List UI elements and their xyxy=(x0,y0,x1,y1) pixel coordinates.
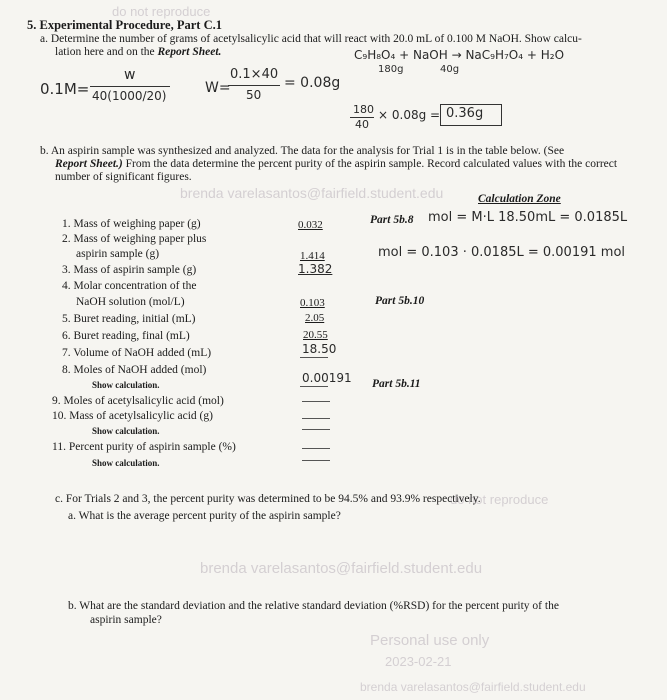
hand-eq2-left: W= xyxy=(205,80,231,96)
part-c-line1: c. For Trials 2 and 3, the percent purity was determined to be 94.5% and 93.9% respectively. xyxy=(55,493,481,505)
part-ref-5b11: Part 5b.11 xyxy=(372,378,421,390)
item-6-label: 6. Buret reading, final (mL) xyxy=(62,330,190,342)
item-4-label-cont: NaOH solution (mol/L) xyxy=(76,296,185,308)
item-10-label: 10. Mass of acetylsalicylic acid (g) xyxy=(52,410,213,422)
item-11-blank-2 xyxy=(302,460,330,461)
item-8-value: 0.00191 xyxy=(302,371,352,385)
hand-eq3-mid: × 0.08g = xyxy=(378,108,441,122)
item-9-blank xyxy=(302,401,330,402)
hand-eq1-num: w xyxy=(124,67,136,83)
hand-mw-aspirin: 180g xyxy=(378,64,404,75)
watermark: do not reproduce xyxy=(450,492,549,507)
item-5-label: 5. Buret reading, initial (mL) xyxy=(62,313,196,325)
item-8-blank xyxy=(300,386,328,387)
part-b-line1: b. An aspirin sample was synthesized and analyzed. The data for the analysis for Trial 1 is in the table below. (See xyxy=(40,145,565,157)
hand-eq3-den: 40 xyxy=(355,118,369,131)
item-7-blank xyxy=(300,357,328,358)
report-sheet-ref: Report Sheet. xyxy=(157,46,222,58)
hand-eq1-left: 0.1M= xyxy=(40,80,90,98)
hand-eq2-num: 0.1×40 xyxy=(230,67,279,82)
part-ref-5b10: Part 5b.10 xyxy=(375,295,425,307)
item-3-value: 1.382 xyxy=(298,262,333,276)
part-c-question-b-line2: aspirin sample? xyxy=(90,614,162,626)
item-1-label: 1. Mass of weighing paper (g) xyxy=(62,218,201,230)
item-10-blank xyxy=(302,418,330,419)
item-3-label: 3. Mass of aspirin sample (g) xyxy=(62,264,197,276)
hand-eq3-num: 180 xyxy=(353,103,374,116)
item-2-label: 2. Mass of weighing paper plus xyxy=(62,233,207,245)
part-a-line2 xyxy=(55,46,221,58)
watermark: do not reproduce xyxy=(112,4,211,19)
watermark: 2023-02-21 xyxy=(385,654,452,669)
hand-eq1-fraction-line xyxy=(90,86,170,87)
item-8-label: 8. Moles of NaOH added (mol) xyxy=(62,364,207,376)
hand-mw-naoh: 40g xyxy=(440,64,460,75)
item-2-value: 1.414 xyxy=(300,250,325,262)
hand-calc-line1: mol = M·L 18.50mL = 0.0185L xyxy=(428,210,628,225)
item-11-blank xyxy=(302,448,330,449)
hand-eq1-den: 40(1000/20) xyxy=(92,89,167,103)
part-b-line2 xyxy=(55,158,617,170)
item-8-show-calc: Show calculation. xyxy=(92,380,160,390)
item-7-label: 7. Volume of NaOH added (mL) xyxy=(62,347,212,359)
part-c-question-b-line1: b. What are the standard deviation and the relative standard deviation (%RSD) for the percent purity of the xyxy=(68,600,559,612)
part-b-line3: number of significant figures. xyxy=(55,171,192,183)
watermark: brenda varelasantos@fairfield.student.edu xyxy=(200,560,483,577)
part-ref-5b8: Part 5b.8 xyxy=(370,214,414,226)
item-2-label-cont: aspirin sample (g) xyxy=(76,248,160,260)
item-10-blank-2 xyxy=(302,429,330,430)
item-11-label: 11. Percent purity of aspirin sample (%) xyxy=(52,441,236,453)
item-9-label: 9. Moles of acetylsalicylic acid (mol) xyxy=(52,395,224,407)
part-b-line2-text: From the data determine the percent purity of the aspirin sample. Record calculated values with the correct xyxy=(122,158,618,170)
watermark: brenda varelasantos@fairfield.student.edu xyxy=(360,680,586,694)
part-a-line1: a. Determine the number of grams of acetylsalicylic acid that will react with 20.0 mL of 0.100 M NaOH. Show calcu- xyxy=(40,33,582,45)
section-title: 5. Experimental Procedure, Part C.1 xyxy=(27,18,222,32)
report-sheet-ref-b: Report Sheet.) xyxy=(55,158,123,170)
item-7-value: 18.50 xyxy=(302,342,337,356)
calc-zone-title: Calculation Zone xyxy=(478,193,561,205)
item-5-value: 2.05 xyxy=(305,312,325,324)
item-6-value: 20.55 xyxy=(303,329,328,341)
hand-eq3-result: 0.36g xyxy=(446,106,484,121)
watermark: Personal use only xyxy=(370,632,490,649)
hand-eq2-den: 50 xyxy=(246,88,262,102)
part-a-line2-text: lation here and on the xyxy=(55,46,158,58)
hand-eq2-result: = 0.08g xyxy=(284,75,341,91)
item-1-value: 0.032 xyxy=(298,219,323,231)
item-4-label: 4. Molar concentration of the xyxy=(62,280,197,292)
item-4-value: 0.103 xyxy=(300,297,325,309)
item-11-show-calc: Show calculation. xyxy=(92,458,160,468)
hand-eq2-fraction-line xyxy=(228,85,280,86)
watermark: brenda varelasantos@fairfield.student.edu xyxy=(180,185,444,201)
item-10-show-calc: Show calculation. xyxy=(92,426,160,436)
hand-reaction: C₉H₈O₄ + NaOH → NaC₉H₇O₄ + H₂O xyxy=(354,48,565,62)
part-c-question-a: a. What is the average percent purity of the aspirin sample? xyxy=(68,510,341,522)
hand-calc-line2: mol = 0.103 · 0.0185L = 0.00191 mol xyxy=(378,245,626,260)
